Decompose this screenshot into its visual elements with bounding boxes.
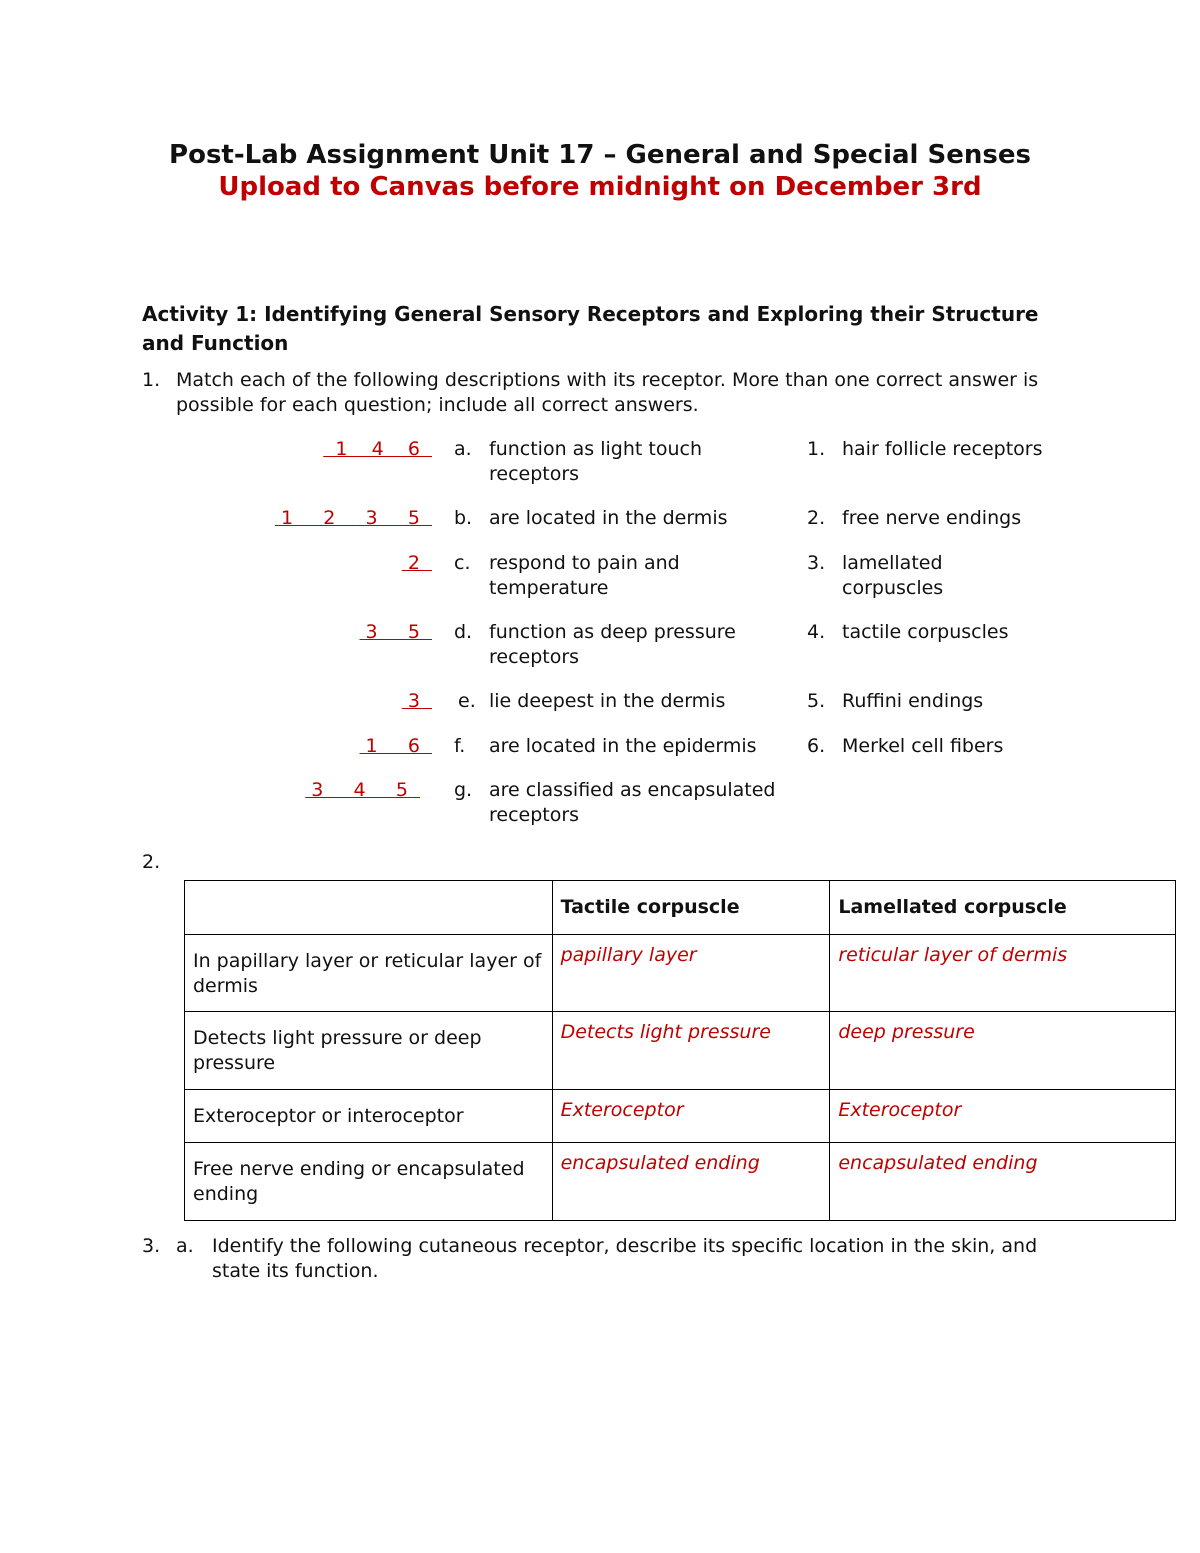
table-row — [185, 1143, 1176, 1221]
table-row — [185, 1012, 1176, 1090]
cell-lamellated-layer: reticular layer of dermis — [830, 935, 1176, 1012]
page-subtitle: Upload to Canvas before midnight on December 3rd — [218, 172, 982, 202]
description-e-line1: lie deepest in the dermis — [489, 690, 726, 712]
receptor-number-4: 4. — [807, 621, 826, 643]
row-letter-b: b. — [454, 507, 473, 529]
table-header-row — [185, 881, 1176, 935]
cell-tactile-layer: papillary layer — [552, 935, 830, 1012]
cell-lamellated-receptor-type: Exteroceptor — [830, 1090, 1176, 1143]
receptor-number-1: 1. — [807, 438, 826, 460]
row-letter-a: a. — [454, 438, 472, 460]
receptor-lamellated-line1: lamellated — [842, 552, 943, 574]
answer-e: 3 — [401, 690, 432, 712]
q1-text-line1: Match each of the following descriptions with its receptor. More than one correct answer is — [176, 369, 1039, 391]
page-title: Post-Lab Assignment Unit 17 – General and Special Senses — [169, 140, 1031, 170]
table-header-empty — [185, 881, 553, 935]
answer-c: 2 — [401, 552, 432, 574]
description-d-line2: receptors — [489, 646, 580, 668]
description-g-line1: are classified as encapsulated — [489, 779, 776, 801]
receptor-merkel-cell-fibers: Merkel cell fibers — [842, 735, 1004, 757]
cell-lamellated-ending-type: encapsulated ending — [830, 1143, 1176, 1221]
description-a-line1: function as light touch — [489, 438, 702, 460]
activity-heading: Activity 1: Identifying General Sensory Receptors and Exploring their Structure and Function — [142, 302, 1039, 355]
row-label-ending-type: Free nerve ending or encapsulated ending — [185, 1143, 553, 1221]
q1-number: 1. — [142, 369, 161, 391]
description-f-line1: are located in the epidermis — [489, 735, 757, 757]
receptor-lamellated-line2: corpuscles — [842, 577, 944, 599]
table-row — [185, 1090, 1176, 1143]
answer-g: 3 4 5 — [305, 779, 420, 801]
table-row — [185, 935, 1176, 1012]
cell-tactile-receptor-type: Exteroceptor — [552, 1090, 830, 1143]
row-label-receptor-type: Exteroceptor or interoceptor — [185, 1090, 553, 1143]
q3-letter: a. — [176, 1235, 194, 1257]
receptor-ruffini-endings: Ruffini endings — [842, 690, 984, 712]
receptor-number-6: 6. — [807, 735, 826, 757]
answer-d: 3 5 — [359, 621, 432, 643]
row-letter-e: e. — [458, 690, 476, 712]
cell-tactile-pressure: Detects light pressure — [552, 1012, 830, 1090]
description-a-line2: receptors — [489, 463, 580, 485]
row-label-pressure: Detects light pressure or deep pressure — [185, 1012, 553, 1090]
table-header-tactile: Tactile corpuscle — [552, 881, 830, 935]
receptor-hair-follicle: hair follicle receptors — [842, 438, 1043, 460]
description-d-line1: function as deep pressure — [489, 621, 736, 643]
receptor-number-2: 2. — [807, 507, 826, 529]
receptor-free-nerve-endings: free nerve endings — [842, 507, 1022, 529]
row-letter-d: d. — [454, 621, 473, 643]
description-c-line2: temperature — [489, 577, 609, 599]
table-header-lamellated: Lamellated corpuscle — [830, 881, 1176, 935]
description-c-line1: respond to pain and — [489, 552, 680, 574]
cell-lamellated-pressure: deep pressure — [830, 1012, 1176, 1090]
q3-number: 3. — [142, 1235, 161, 1257]
description-g-line2: receptors — [489, 804, 580, 826]
row-label-layer: In papillary layer or reticular layer of dermis — [185, 935, 553, 1012]
answer-b: 1 2 3 5 — [274, 507, 432, 529]
answer-f: 1 6 — [359, 735, 432, 757]
row-letter-f: f. — [454, 735, 466, 757]
receptor-tactile-corpuscles: tactile corpuscles — [842, 621, 1009, 643]
description-b-line1: are located in the dermis — [489, 507, 728, 529]
q1-text-line2: possible for each question; include all correct answers. — [176, 394, 699, 416]
row-letter-g: g. — [454, 779, 473, 801]
answer-a: 1 4 6 — [323, 438, 432, 460]
q3-text-line1: Identify the following cutaneous receptor, describe its specific location in the skin, and — [212, 1235, 1038, 1257]
row-letter-c: c. — [454, 552, 471, 574]
receptor-number-3: 3. — [807, 552, 826, 574]
q2-number: 2. — [142, 851, 161, 873]
comparison-table — [184, 880, 1176, 1221]
receptor-number-5: 5. — [807, 690, 826, 712]
cell-tactile-ending-type: encapsulated ending — [552, 1143, 830, 1221]
q3-text-line2: state its function. — [212, 1260, 379, 1282]
